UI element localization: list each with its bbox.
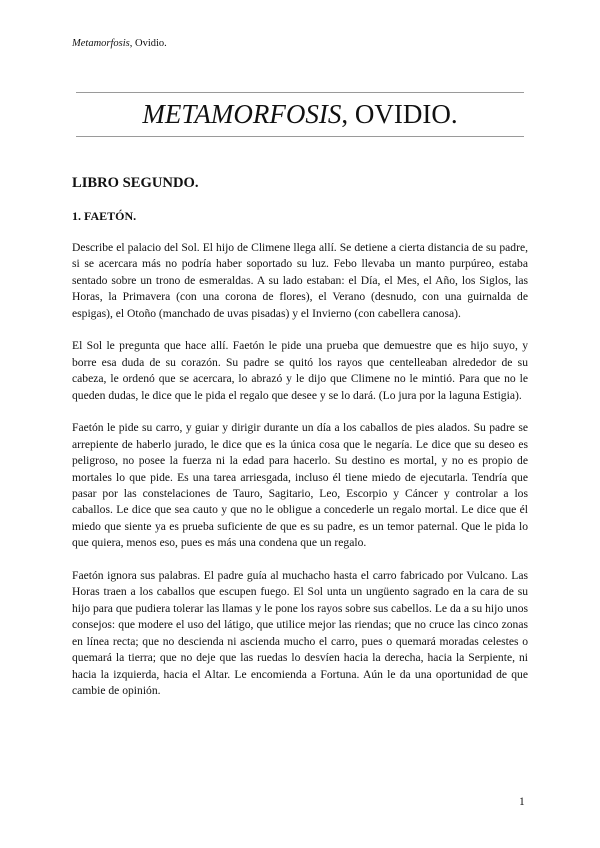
document-title-italic: METAMORFOSIS [142,99,342,129]
paragraph: El Sol le pregunta que hace allí. Faetón le pide una prueba que demuestre que es hijo suyo, y borre esa duda de su corazón. Su padre se quitó los rayos que centelleaban alrededor de su cabeza, le ordenó que se acercara, lo abrazó y le dijo que Climene no le mintió. Para que no le queden dudas, le dice que le pida el regalo que desee y se lo dará. (Lo jura por la laguna Estigia). [72,339,528,402]
section-heading: 1. FAETÓN. [72,209,137,223]
paragraph: Describe el palacio del Sol. El hijo de Climene llega allí. Se detiene a cierta distancia de su padre, si se acercara más no podría haber soportado su luz. Febo llevaba un manto purpúreo, estaba sentado sobre un trono de esmeraldas. A su lado estaban: el Día, el Mes, el Año, los Siglos, las Horas, la Primavera (con una corona de flores), el Verano (desnudo, con una guirnalda de espigas), el Otoño (manchado de uvas pisadas) y el Invierno (con cabellera canosa). [72,241,528,320]
title-bottom-rule [76,136,524,137]
running-header [72,38,167,50]
book-heading: LIBRO SEGUNDO. [72,175,199,191]
running-header-rest: , Ovidio. [129,38,167,49]
title-top-rule [76,92,524,93]
body-text [72,240,528,716]
paragraph: Faetón ignora sus palabras. El padre guía al muchacho hasta el carro fabricado por Vulcano. Las Horas traen a los caballos que escupen fuego. El Sol unta un ungüento sagrado en la cara de su hijo para que pudiera tolerar las llamas y le pone los rayos sobre sus cabellos. Le da a su hijo unos consejos: que modere el uso del látigo, que utilice mejor las riendas; que no cruce las cinco zonas en línea recta; que no descienda ni ascienda mucho el carro, pues o quemará moradas celestes o quemará la tierra; que no deje que las ruedas lo desvíen hacia la derecha, hacia la Serpiente, ni hacia la izquierda, hacia el Altar. Le encomienda a Fortuna. Aún le da una oportunidad de que cambie de opinión. [72,569,528,697]
paragraph: Faetón le pide su carro, y guiar y dirigir durante un día a los caballos de pies alados. Su padre se arrepiente de haberlo jurado, le dice que es la única cosa que le negaría. Le dice que su deseo es peligroso, no posee la fuerza ni la edad para hacerlo. Su destino es mortal, y no es propio de mortales lo que pide. Es una tarea arriesgada, incluso él tiene miedo de ejecutarla. Tendría que pasar por las constelaciones de Tauro, Sagitario, Leo, Escorpio y Cáncer y controlar a los caballos. Le dice que sea cauto y que no le obligue a concederle un regalo mortal. Le dice que él miedo que siente ya es prueba suficiente de que es su padre, es un temor paternal. Que le pida lo que quiera, menos eso, pues es más una condena que un regalo. [72,421,528,550]
running-header-italic: Metamorfosis [72,38,130,49]
document-title-rest: , OVIDIO. [341,99,458,129]
document-title [72,98,528,130]
page-number: 1 [519,796,525,808]
